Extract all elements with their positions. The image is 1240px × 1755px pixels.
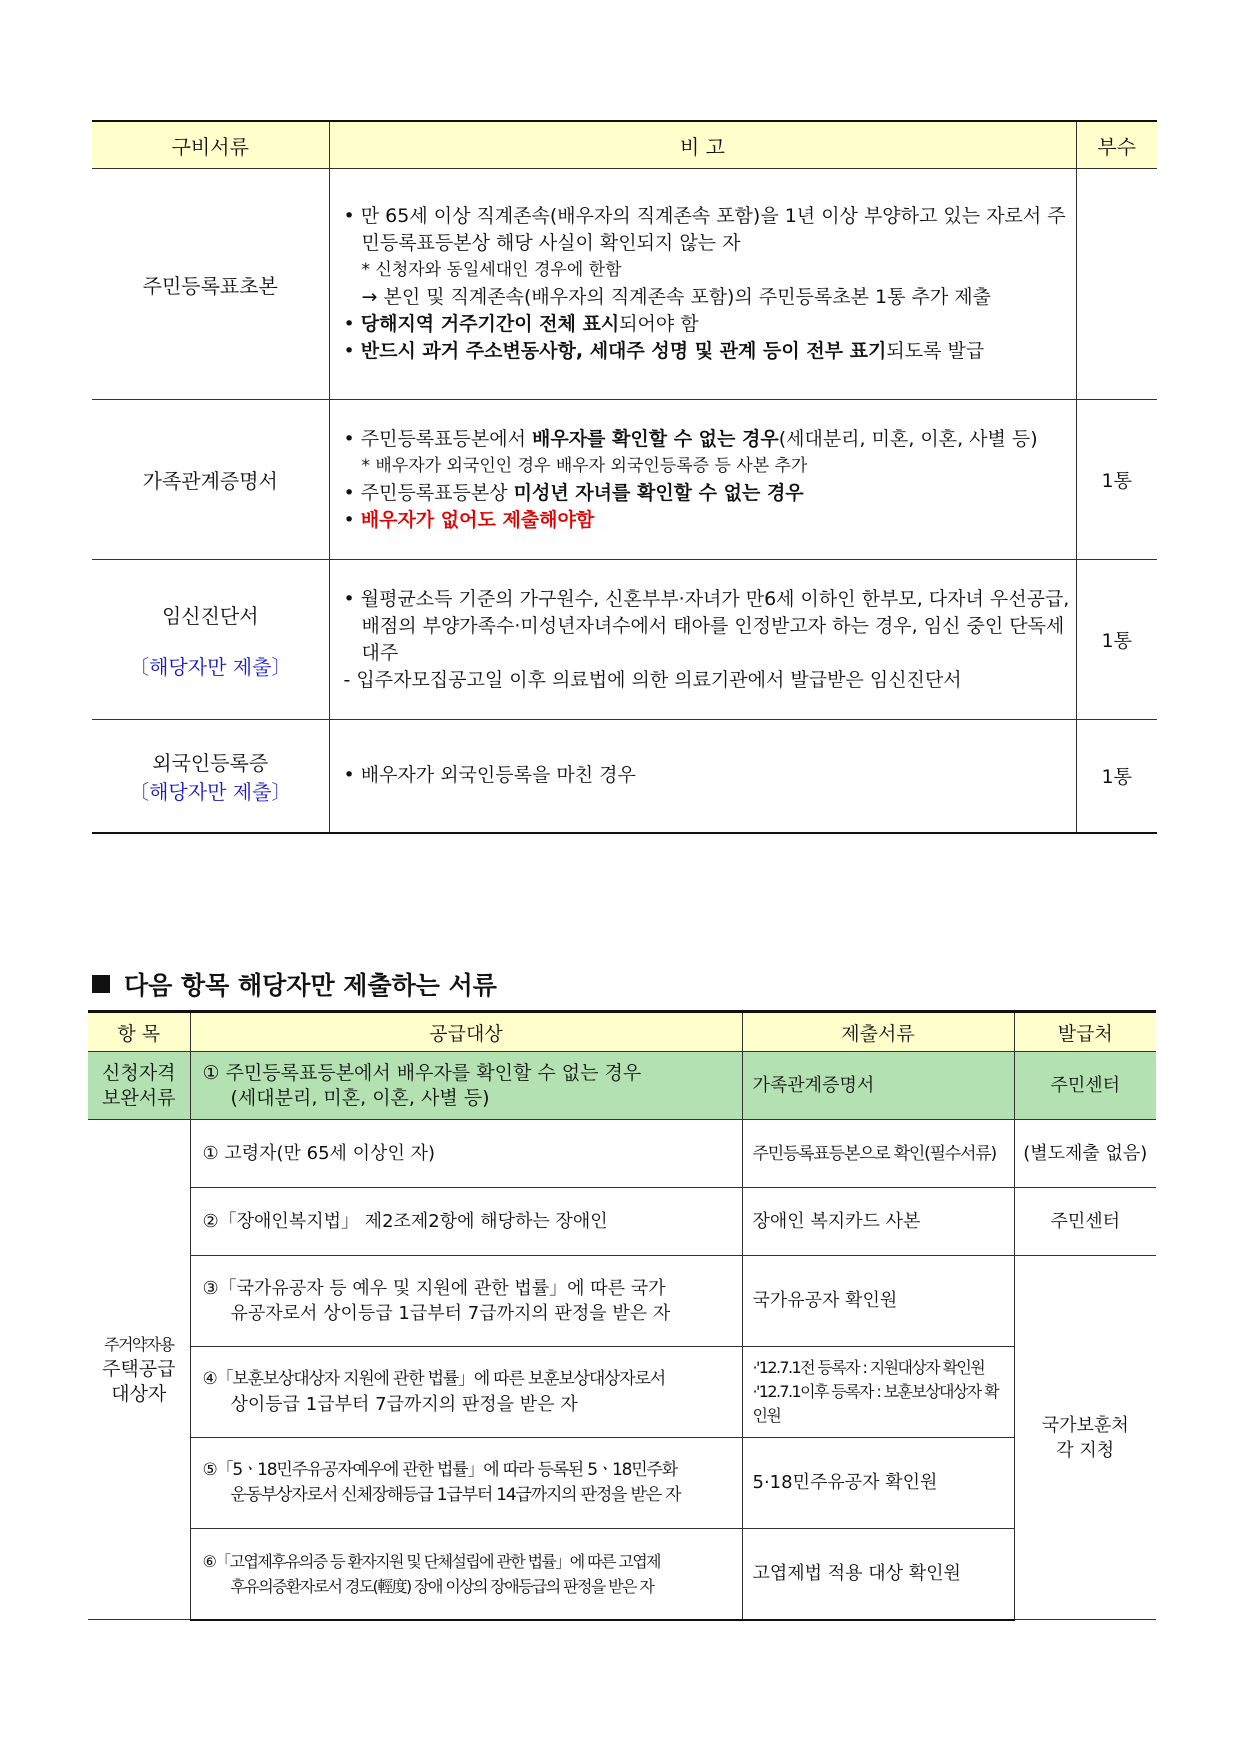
- header-note: 비 고: [329, 121, 1076, 169]
- category-text: 신청자격: [102, 1061, 176, 1084]
- header-count: 부수: [1076, 121, 1157, 169]
- issuer-cell: 주민센터: [1014, 1188, 1156, 1256]
- doc-cell: [742, 1347, 1014, 1438]
- note-bold: 미성년 자녀를 확인할 수 없는 경우: [513, 481, 804, 504]
- target-line: (세대분리, 미혼, 이혼, 사별 등): [230, 1086, 490, 1109]
- count-cell: 1통: [1076, 400, 1157, 560]
- target-line: 상이등급 1급부터 7급까지의 판정을 받은 자: [230, 1394, 578, 1415]
- table-row: [92, 169, 1157, 400]
- target-line: ④「보훈보상대상자 지원에 관한 법률」에 따른 보훈보상대상자로서: [202, 1369, 665, 1389]
- doc-name: 가족관계증명서: [92, 400, 329, 560]
- target-cell: [190, 1438, 742, 1529]
- table-row: [92, 560, 1157, 720]
- table-row: [92, 400, 1157, 560]
- target-cell: [190, 1120, 742, 1188]
- issuer-text: 국가보훈처: [1041, 1414, 1129, 1436]
- note-bold: 반드시 과거 주소변동사항, 세대주 성명 및 관계 등이 전부 표기: [360, 340, 887, 362]
- doc-cell: [92, 720, 329, 833]
- note-line: - 입주자모집공고일 이후 의료법에 의한 의료기관에서 발급받은 임신진단서: [343, 668, 962, 691]
- header-issuer: 발급처: [1014, 1012, 1156, 1052]
- doc-cell: 5·18민주유공자 확인원: [742, 1438, 1014, 1529]
- target-line: ⑤「5ㆍ18민주유공자예우에 관한 법률」에 따라 등록된 5ㆍ18민주화: [202, 1460, 677, 1480]
- note-line: • 배우자가 외국인등록을 마친 경우: [338, 762, 1072, 789]
- header-target: 공급대상: [190, 1012, 742, 1052]
- doc-subnote: 〔해당자만 제출〕: [129, 654, 292, 679]
- note-red: 배우자가 없어도 제출해야함: [360, 508, 595, 531]
- section-title-text: 다음 항목 해당자만 제출하는 서류: [124, 971, 497, 1000]
- target-line: 유공자로서 상이등급 1급부터 7급까지의 판정을 받은 자: [230, 1303, 671, 1324]
- count-cell: [1076, 169, 1157, 400]
- note-line: • 월평균소득 기준의 가구원수, 신혼부부·자녀가 만6세 이하인 한부모, 다자녀 우선공급, 배점의 부양가족수·미성년자녀수에서 태아를 인정받고자 하는 경우, 임신 중인 단독세대주: [338, 586, 1072, 667]
- note-text: 주민등록표등본에서: [360, 427, 532, 450]
- issuer-cell: [1014, 1256, 1156, 1620]
- note-text: 되도록 발급: [886, 340, 985, 362]
- section-title: [92, 966, 497, 1002]
- note-line: * 배우자가 외국인인 경우 배우자 외국인등록증 등 사본 추가: [361, 455, 808, 476]
- table-header-row: [88, 1012, 1156, 1052]
- category-cell: [88, 1120, 190, 1620]
- target-cell: [190, 1188, 742, 1256]
- target-cell: [190, 1347, 742, 1438]
- note-cell: [329, 560, 1076, 720]
- category-text: 주택공급: [102, 1358, 176, 1380]
- doc-cell: [92, 560, 329, 720]
- doc-cell: 고엽제법 적용 대상 확인원: [742, 1529, 1014, 1620]
- doc-line: ·'12.7.1이후 등록자 : 보훈보상대상자 확인원: [752, 1382, 998, 1425]
- target-line: 운동부상자로서 신체장해등급 1급부터 14급까지의 판정을 받은 자: [230, 1485, 681, 1505]
- target-line: ③「국가유공자 등 예우 및 지원에 관한 법률」에 따른 국가: [202, 1278, 666, 1299]
- issuer-cell: (별도제출 없음): [1014, 1120, 1156, 1188]
- target-line: ②「장애인복지법」 제2조제2항에 해당하는 장애인: [202, 1211, 608, 1232]
- table-row: [88, 1347, 1156, 1438]
- note-bold: 배우자를 확인할 수 없는 경우: [531, 427, 779, 450]
- target-line: ⑥「고엽제후유의증 등 환자지원 및 단체설립에 관한 법률」에 따른 고엽제: [202, 1551, 660, 1571]
- square-bullet-icon: [92, 975, 110, 993]
- issuer-cell: 주민센터: [1014, 1052, 1156, 1120]
- target-line: 후유의증환자로서 경도(輕度) 장애 이상의 장애등급의 판정을 받은 자: [230, 1576, 654, 1596]
- header-doc: 구비서류: [92, 121, 329, 169]
- issuer-text: 각 지청: [1056, 1439, 1115, 1461]
- table-row: [88, 1529, 1156, 1620]
- note-text: (세대분리, 미혼, 이혼, 사별 등): [778, 427, 1038, 450]
- category-text: 주거약자용: [104, 1335, 174, 1354]
- note-text: 주민등록표등본상: [360, 481, 514, 504]
- category-text: 대상자: [111, 1383, 167, 1405]
- doc-cell: 장애인 복지카드 사본: [742, 1188, 1014, 1256]
- note-cell: [329, 169, 1076, 400]
- note-bold: 당해지역 거주기간이 전체 표시: [360, 313, 620, 335]
- note-cell: [329, 400, 1076, 560]
- table-row: [92, 720, 1157, 833]
- target-cell: [190, 1529, 742, 1620]
- doc-cell: 국가유공자 확인원: [742, 1256, 1014, 1347]
- required-documents-table: [92, 120, 1157, 834]
- target-line: ① 주민등록표등본에서 배우자를 확인할 수 없는 경우: [202, 1061, 642, 1084]
- conditional-documents-table: [88, 1010, 1156, 1621]
- table-row: [88, 1052, 1156, 1120]
- category-text: 보완서류: [102, 1086, 176, 1109]
- note-cell: [329, 720, 1076, 833]
- count-cell: 1통: [1076, 720, 1157, 833]
- target-line: ① 고령자(만 65세 이상인 자): [202, 1143, 435, 1164]
- note-line: → 본인 및 직계존속(배우자의 직계존속 포함)의 주민등록초본 1통 추가 제출: [361, 286, 991, 308]
- doc-line: ·'12.7.1전 등록자 : 지원대상자 확인원: [752, 1358, 985, 1377]
- table-row: [88, 1438, 1156, 1529]
- doc-subnote: 〔해당자만 제출〕: [129, 779, 292, 804]
- table-header-row: [92, 121, 1157, 169]
- note-text: 되어야 함: [619, 313, 699, 335]
- doc-cell: 주민등록표등본으로 확인(필수서류): [742, 1120, 1014, 1188]
- doc-name: 임신진단서: [161, 603, 259, 628]
- header-doc: 제출서류: [742, 1012, 1014, 1052]
- doc-cell: 가족관계증명서: [742, 1052, 1014, 1120]
- doc-name: 외국인등록증: [152, 750, 269, 775]
- table-row: [88, 1188, 1156, 1256]
- note-line: * 신청자와 동일세대인 경우에 한함: [361, 260, 622, 280]
- table-row: [88, 1120, 1156, 1188]
- target-cell: [190, 1256, 742, 1347]
- doc-name: 주민등록표초본: [92, 169, 329, 400]
- note-line: • 만 65세 이상 직계존속(배우자의 직계존속 포함)을 1년 이상 부양하고 있는 자로서 주민등록표등본상 해당 사실이 확인되지 않는 자: [338, 203, 1072, 257]
- count-cell: 1통: [1076, 560, 1157, 720]
- header-category: 항 목: [88, 1012, 190, 1052]
- target-cell: [190, 1052, 742, 1120]
- category-cell: [88, 1052, 190, 1120]
- table-row: [88, 1256, 1156, 1347]
